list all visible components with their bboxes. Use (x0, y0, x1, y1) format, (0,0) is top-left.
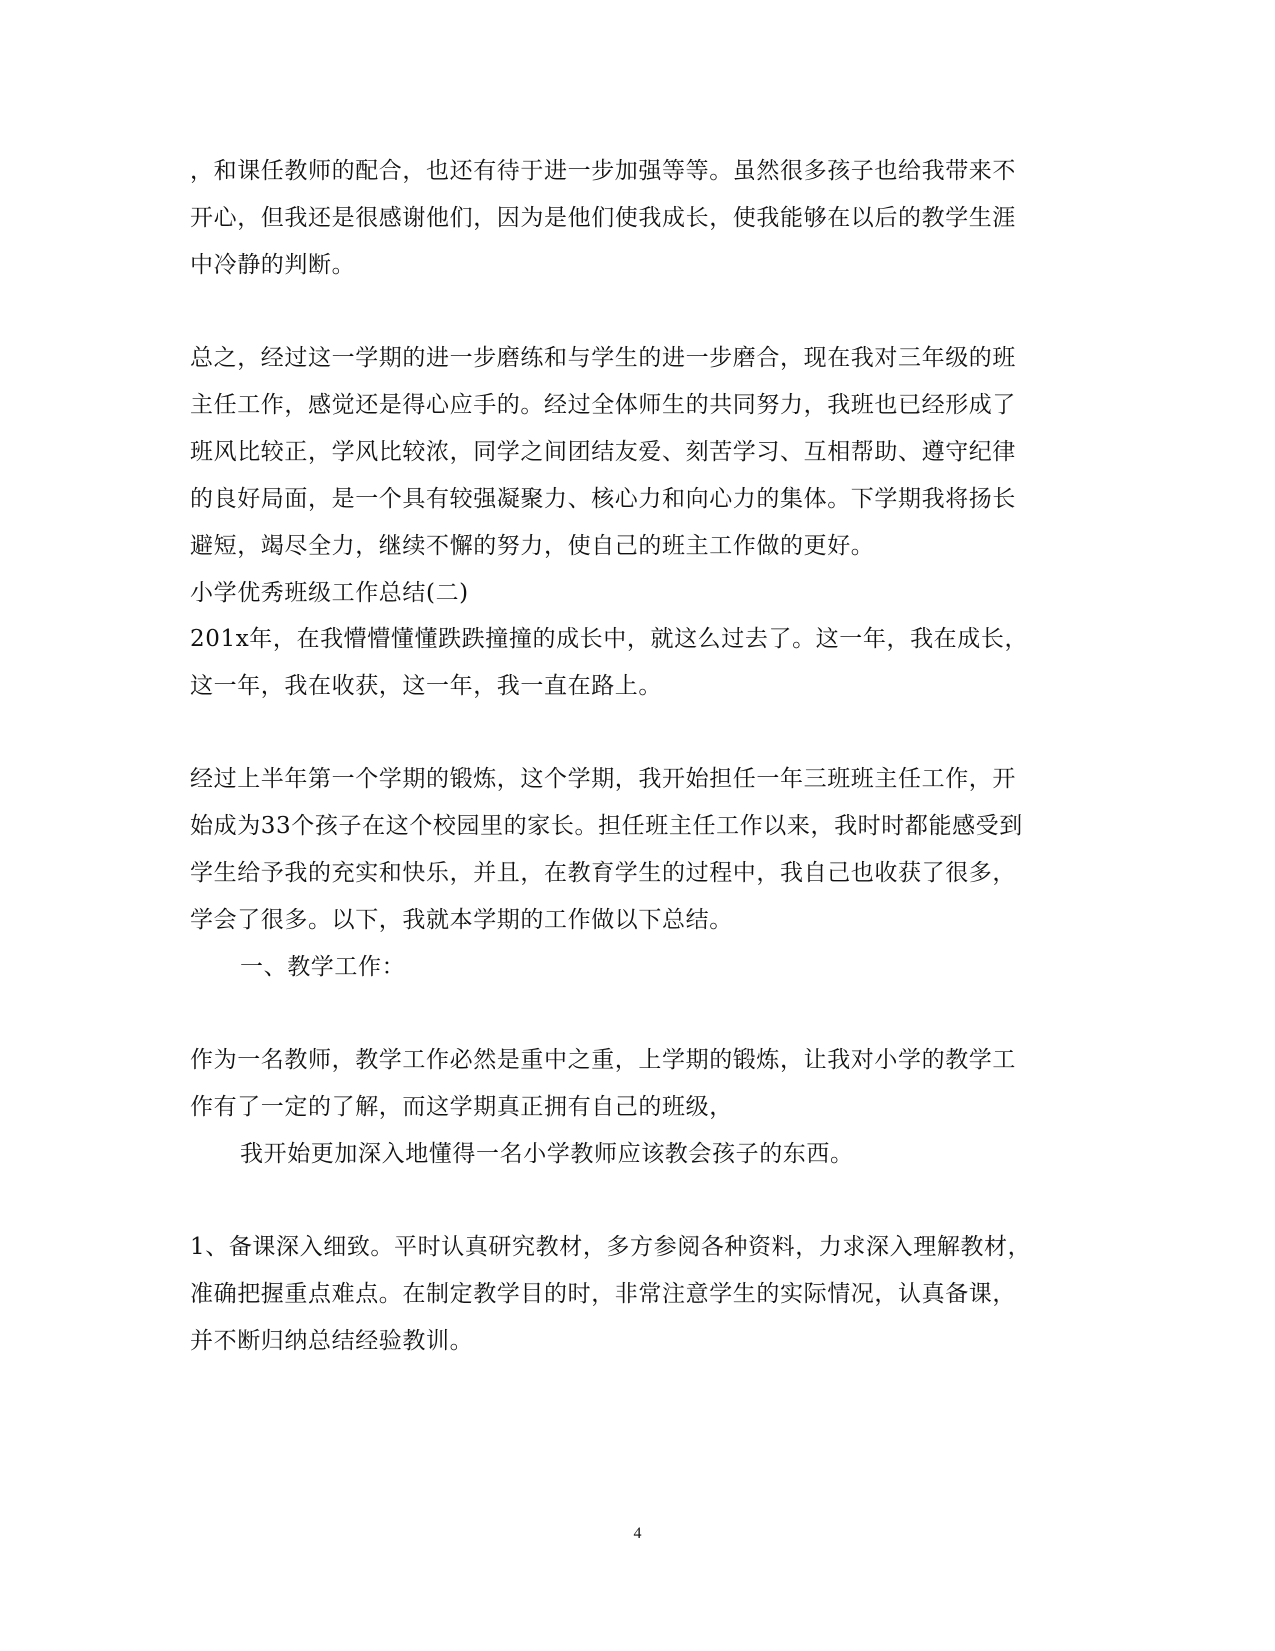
text-line: 的良好局面，是一个具有较强凝聚力、核心力和向心力的集体。下学期我将扬长 (190, 486, 1016, 512)
text-line: 中冷静的判断。 (190, 252, 356, 278)
text-line: 准确把握重点难点。在制定教学目的时，非常注意学生的实际情况，认真备课， (190, 1281, 1016, 1307)
text-line: ，和课任教师的配合，也还有待于进一步加强等等。虽然很多孩子也给我带来不 (190, 158, 1016, 184)
text-line: 我开始更加深入地懂得一名小学教师应该教会孩子的东西。 (240, 1141, 854, 1167)
text-line: 学生给予我的充实和快乐，并且，在教育学生的过程中，我自己也收获了很多， (190, 860, 1016, 886)
text-line: 避短，竭尽全力，继续不懈的努力，使自己的班主工作做的更好。 (190, 533, 875, 559)
text-line: 开心，但我还是很感谢他们，因为是他们使我成长，使我能够在以后的教学生涯 (190, 205, 1016, 231)
page-number: 4 (633, 1525, 642, 1542)
text-line: 班风比较正，学风比较浓，同学之间团结友爱、刻苦学习、互相帮助、遵守纪律 (190, 439, 1016, 465)
text-line: 经过上半年第一个学期的锻炼，这个学期，我开始担任一年三班班主任工作，开 (190, 766, 1016, 792)
text-line: 作为一名教师，教学工作必然是重中之重，上学期的锻炼，让我对小学的教学工 (190, 1047, 1016, 1073)
section-heading: 小学优秀班级工作总结(二) (190, 580, 469, 606)
text-line: 201x年，在我懵懵懂懂跌跌撞撞的成长中，就这么过去了。这一年，我在成长， (190, 626, 1029, 652)
text-line: 1、备课深入细致。平时认真研究教材，多方参阅各种资料，力求深入理解教材， (190, 1234, 1032, 1260)
text-line: 学会了很多。以下，我就本学期的工作做以下总结。 (190, 907, 733, 933)
text-line: 并不断归纳总结经验教训。 (190, 1328, 474, 1354)
text-line: 总之，经过这一学期的进一步磨练和与学生的进一步磨合，现在我对三年级的班 (190, 345, 1016, 371)
subsection-heading: 一、教学工作： (240, 954, 406, 980)
text-line: 这一年，我在收获，这一年，我一直在路上。 (190, 673, 662, 699)
text-line: 始成为33个孩子在这个校园里的家长。担任班主任工作以来，我时时都能感受到 (190, 813, 1023, 839)
text-line: 主任工作，感觉还是得心应手的。经过全体师生的共同努力，我班也已经形成了 (190, 392, 1016, 418)
text-line: 作有了一定的了解，而这学期真正拥有自己的班级， (190, 1094, 733, 1120)
